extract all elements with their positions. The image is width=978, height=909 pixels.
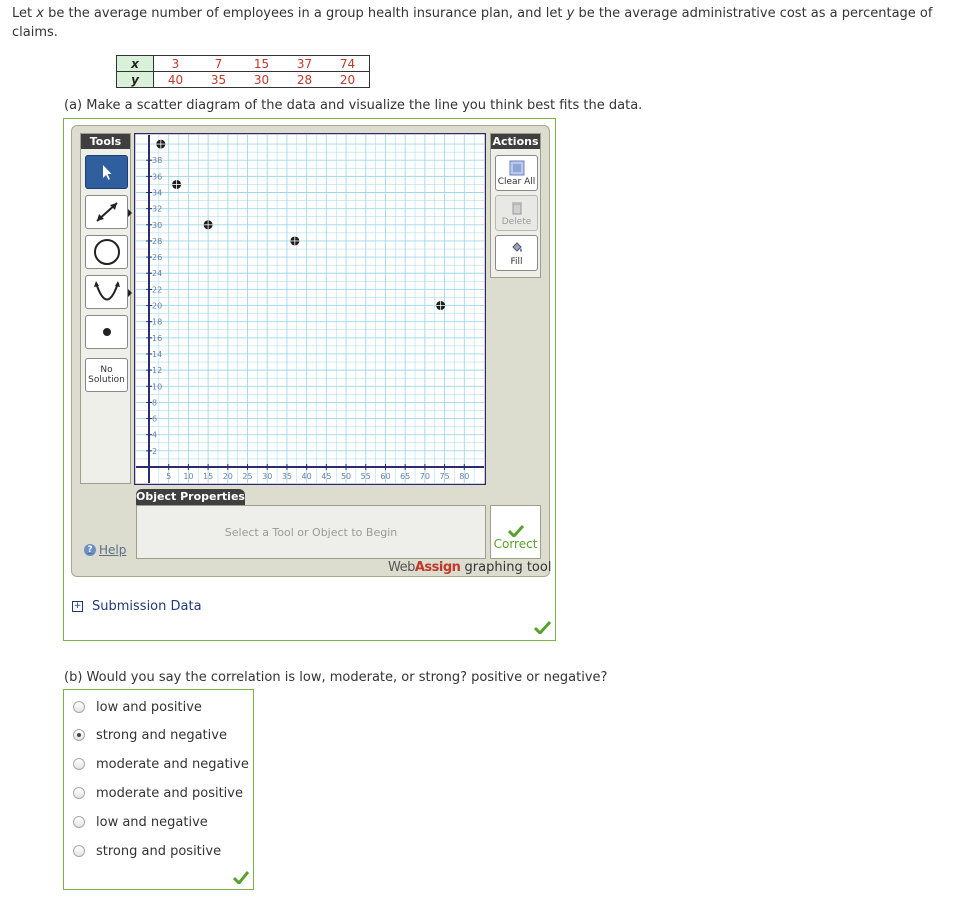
check-icon — [508, 524, 524, 537]
y-tick-label: 2 — [152, 446, 158, 456]
choice-label: low and negative — [96, 814, 208, 830]
no-solution-label-2: Solution — [88, 375, 125, 385]
choice-low-and-negative[interactable] — [73, 812, 208, 832]
radio-button[interactable] — [73, 758, 85, 770]
clear-all-icon — [509, 160, 525, 176]
part-b-prompt: (b) Would you say the correlation is low, moderate, or strong? positive or negative? — [64, 670, 608, 685]
y-tick-label: 6 — [152, 414, 158, 424]
radio-button[interactable] — [73, 787, 85, 799]
y-tick-label: 28 — [152, 236, 163, 246]
y-tick-label: 38 — [152, 156, 163, 166]
choice-label: strong and positive — [96, 843, 222, 859]
delete-icon — [511, 201, 523, 215]
tools-header: Tools — [81, 134, 130, 149]
correct-indicator — [490, 505, 541, 559]
choice-label: low and positive — [96, 699, 202, 715]
choice-strong-and-negative[interactable] — [73, 725, 227, 745]
pointer-tool-button[interactable] — [85, 155, 128, 189]
y-tick-label: 30 — [152, 220, 163, 230]
y-tick-label: 4 — [152, 430, 158, 440]
table-header-y: y — [117, 72, 154, 88]
table-cell: 20 — [326, 72, 370, 88]
parabola-icon — [92, 278, 122, 306]
x-tick-label: 5 — [166, 472, 172, 481]
y-tick-label: 8 — [152, 398, 158, 408]
choice-label: moderate and positive — [96, 785, 243, 801]
circle-tool-button[interactable] — [85, 235, 128, 269]
delete-button[interactable] — [495, 195, 538, 231]
x-tick-label: 50 — [340, 472, 352, 481]
webassign-brand: WebAssign graphing tool — [388, 560, 552, 575]
pointer-icon — [99, 163, 115, 181]
delete-label: Delete — [501, 217, 532, 227]
y-tick-label: 24 — [152, 269, 163, 279]
table-cell: 28 — [283, 72, 326, 88]
x-tick-label: 40 — [301, 472, 312, 481]
x-tick-label: 15 — [203, 472, 214, 481]
object-properties-hint: Select a Tool or Object to Begin — [224, 525, 398, 539]
table-cell: 30 — [240, 72, 283, 88]
variable-y: y — [566, 6, 575, 21]
table-cell: 35 — [197, 72, 240, 88]
graph-canvas[interactable] — [134, 133, 486, 485]
actions-header: Actions — [492, 135, 539, 148]
x-tick-label: 30 — [262, 472, 273, 481]
x-tick-label: 10 — [183, 472, 194, 481]
table-cell: 40 — [154, 72, 198, 88]
fill-button[interactable] — [495, 235, 538, 271]
choice-moderate-and-negative[interactable] — [73, 754, 249, 774]
problem-statement: Let x be the average number of employees in a group health insurance plan, and let y be the average administrative cost as a percentage of claims. — [12, 6, 933, 40]
help-link[interactable] — [84, 543, 126, 557]
choice-strong-and-positive[interactable] — [73, 841, 221, 861]
y-tick-label: 12 — [152, 366, 163, 376]
table-cell: 74 — [326, 56, 370, 72]
table-cell: 7 — [197, 56, 240, 72]
x-tick-label: 80 — [459, 472, 470, 481]
y-tick-label: 26 — [152, 253, 163, 263]
graph-frame — [135, 134, 486, 485]
line-tool-button[interactable] — [85, 195, 128, 229]
data-table — [116, 55, 370, 88]
clear-all-button[interactable] — [495, 155, 538, 191]
object-properties-panel — [136, 505, 486, 559]
x-tick-label: 45 — [321, 472, 332, 481]
variable-x: x — [36, 6, 44, 21]
y-tick-label: 22 — [152, 285, 163, 295]
help-icon: ? — [84, 544, 96, 556]
radio-button[interactable] — [73, 816, 85, 828]
part-a-prompt: (a) Make a scatter diagram of the data and visualize the line you think best fits the data. — [64, 98, 643, 113]
line-icon — [92, 199, 122, 225]
help-label: Help — [99, 543, 127, 557]
y-tick-label: 10 — [152, 382, 163, 392]
radio-button[interactable] — [73, 729, 85, 741]
part-a-check-icon — [534, 621, 551, 634]
table-cell: 3 — [154, 56, 198, 72]
tools-panel — [80, 133, 131, 484]
choice-moderate-and-positive[interactable] — [73, 783, 243, 803]
point-icon — [101, 326, 113, 338]
y-tick-label: 18 — [152, 317, 163, 327]
choice-label: strong and negative — [96, 727, 227, 743]
actions-panel — [490, 133, 541, 278]
y-tick-label: 20 — [152, 301, 163, 311]
circle-icon — [92, 237, 122, 267]
submission-data-label: Submission Data — [92, 599, 202, 614]
fill-icon — [510, 240, 524, 254]
table-cell: 37 — [283, 56, 326, 72]
part-b-check-icon — [233, 871, 249, 884]
expand-icon: + — [73, 601, 82, 611]
x-tick-label: 70 — [419, 472, 430, 481]
radio-button[interactable] — [73, 845, 85, 857]
choice-low-and-positive[interactable] — [73, 697, 202, 717]
x-tick-label: 55 — [360, 472, 371, 481]
y-tick-label: 36 — [152, 172, 163, 182]
table-cell: 15 — [240, 56, 283, 72]
x-tick-label: 20 — [222, 472, 233, 481]
choice-label: moderate and negative — [96, 756, 249, 772]
fill-label: Fill — [510, 257, 523, 267]
x-tick-label: 65 — [400, 472, 411, 481]
x-tick-label: 75 — [439, 472, 450, 481]
object-properties-tab: Object Properties — [136, 490, 245, 503]
table-header-x: x — [117, 56, 154, 72]
clear-all-label: Clear All — [497, 177, 536, 187]
x-tick-label: 60 — [380, 472, 391, 481]
submission-data-toggle[interactable] — [72, 599, 202, 614]
table-row-y — [117, 72, 370, 88]
correct-label: Correct — [493, 537, 538, 551]
radio-button[interactable] — [73, 701, 85, 713]
x-tick-label: 35 — [281, 472, 293, 481]
y-tick-label: 32 — [152, 204, 163, 214]
y-tick-label: 16 — [152, 333, 163, 343]
no-solution-label-1: No — [100, 365, 113, 375]
parabola-tool-button[interactable] — [85, 275, 128, 309]
part-b-choices — [63, 689, 254, 890]
y-tick-label: 14 — [152, 349, 163, 359]
y-tick-label: 34 — [152, 188, 163, 198]
x-tick-label: 25 — [242, 472, 253, 481]
table-row-x — [117, 56, 370, 72]
no-solution-button[interactable] — [85, 358, 128, 392]
point-tool-button[interactable] — [85, 315, 128, 349]
